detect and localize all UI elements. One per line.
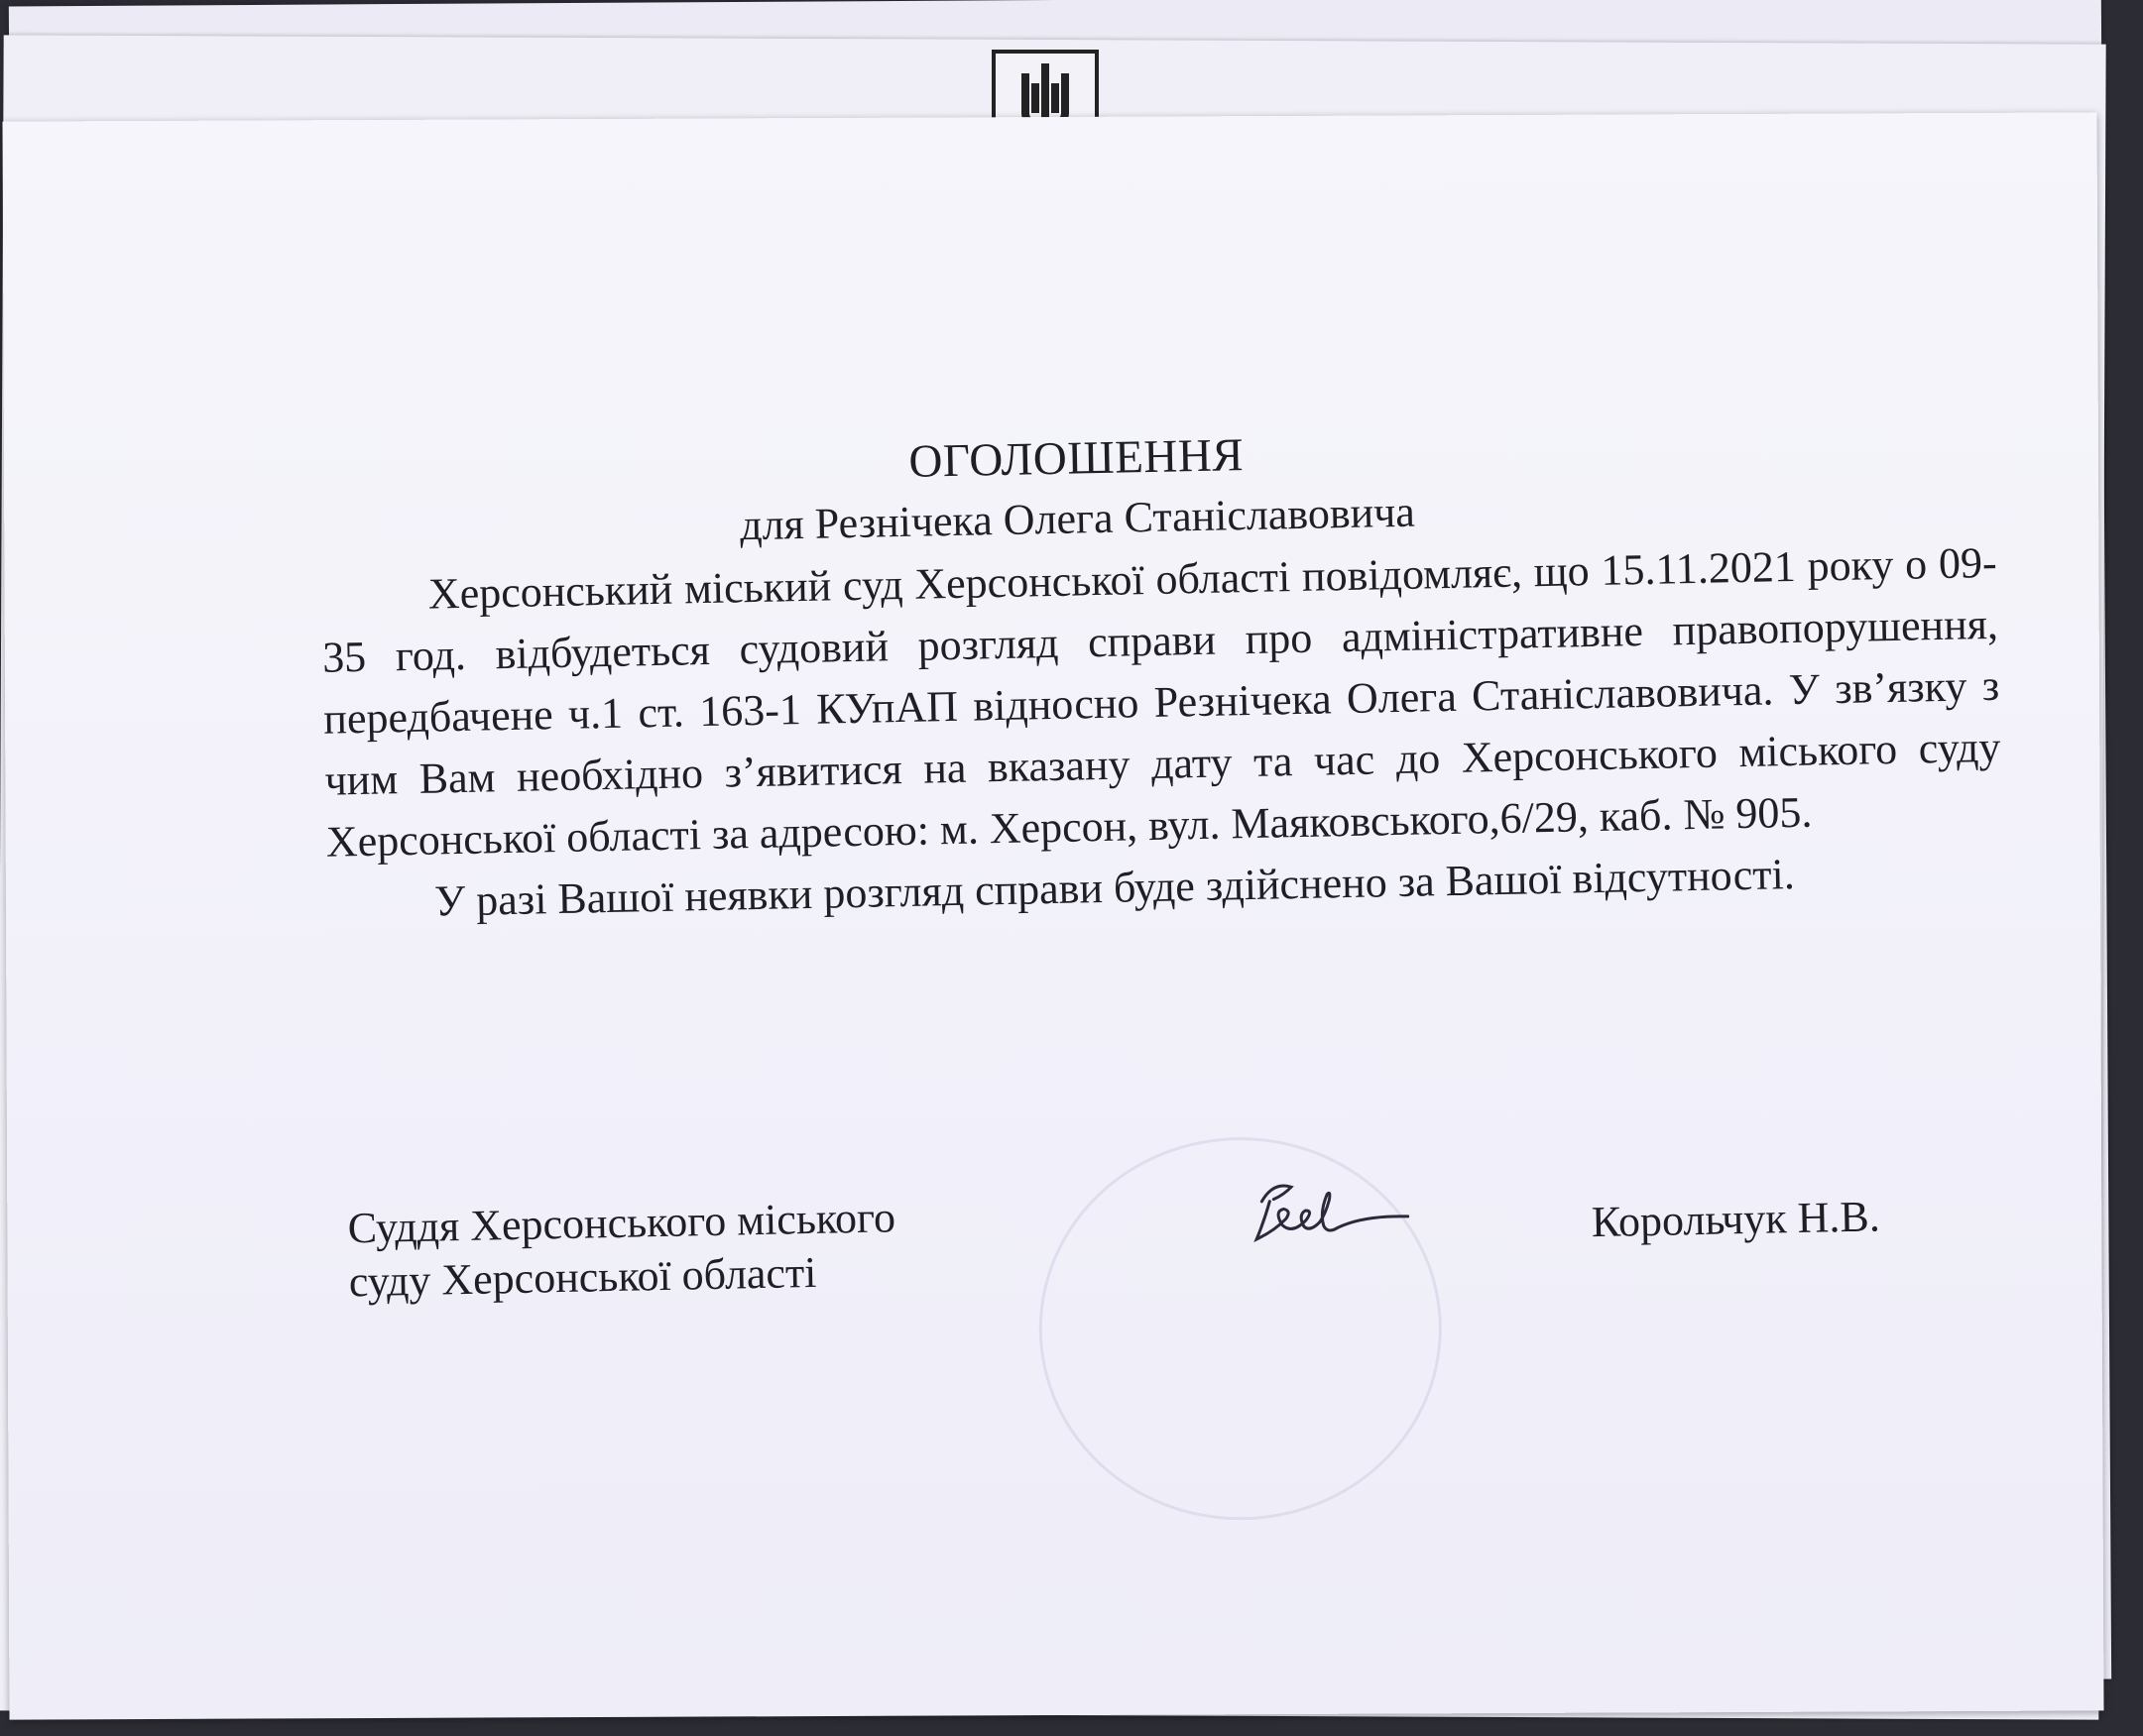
notice-body xyxy=(320,532,2003,935)
paragraph-absence-warning: У разі Вашої неявки розгляд справи буде здійснено за Вашої відсутності. xyxy=(433,850,1796,926)
paragraph-hearing-notice: Херсонський міський суд Херсонської області повідомляє, що 15.11.2021 року о 09-35 год. відбудеться судовий розгляд справи про адміністративне правопорушення, передбачене ч.1 ст. 163-1 КУпАП відносно Резнічека Олега Станіславовича. У зв’язку з чим Вам необхідно з’явитися на вказану дату та час до Херсонського міського суду Херсонської області за адресою: м. Херсон, вул. Маяковського,6/29, каб. № 905. xyxy=(321,537,2001,867)
notice-page xyxy=(2,112,2103,1719)
page-title: ОГОЛОШЕННЯ xyxy=(907,429,1245,488)
signer-title xyxy=(347,1191,896,1309)
notice-content xyxy=(0,96,2118,1736)
signer-title-line-2: суду Херсонської області xyxy=(348,1247,817,1307)
signer-name: Корольчук Н.В. xyxy=(1591,1192,1881,1247)
handwritten-signature xyxy=(1234,1158,1434,1271)
addressee-line: для Резнічека Олега Станіславовича xyxy=(739,487,1416,550)
signer-title-line-1: Суддя Херсонського міського xyxy=(347,1193,896,1253)
